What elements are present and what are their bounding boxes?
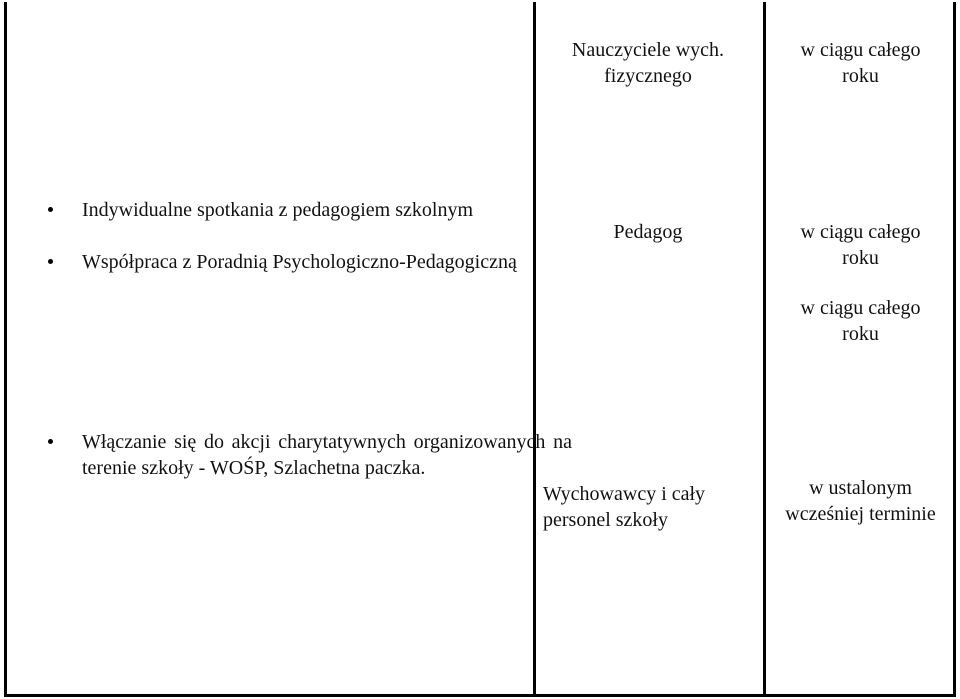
bullet-icon [48,259,53,264]
activity-text: Współpraca z Poradnią Psychologiczno-Pedagogiczną [82,251,517,273]
bullet-icon [48,439,53,444]
bullet-icon [48,207,53,212]
activity-text: Włączanie się do akcji charytatywnych organizowanych na terenie szkoły - WOŚP, Szlachetna paczka. [82,431,572,479]
column-divider-1 [533,2,536,697]
activity-text: Indywidualne spotkania z pedagogiem szkolnym [82,199,474,221]
responsible-cell-row-3: Wychowawcy i cały personel szkoły [543,483,706,531]
table-border-right [953,2,956,697]
responsible-cell-row-1: Nauczyciele wych. fizycznego [571,39,725,87]
column-divider-2 [763,2,766,697]
responsible-cell-row-2: Pedagog [613,221,683,243]
term-cell-row-1: w ciągu całego roku [800,39,921,87]
table-border-left [4,2,7,697]
term-cell-row-3: w ustalonym wcześniej terminie [785,477,936,525]
table-border-bottom [4,694,956,697]
term-cell-row-2a: w ciągu całego roku [800,221,921,269]
term-cell-row-2b: w ciągu całego roku [800,297,921,345]
